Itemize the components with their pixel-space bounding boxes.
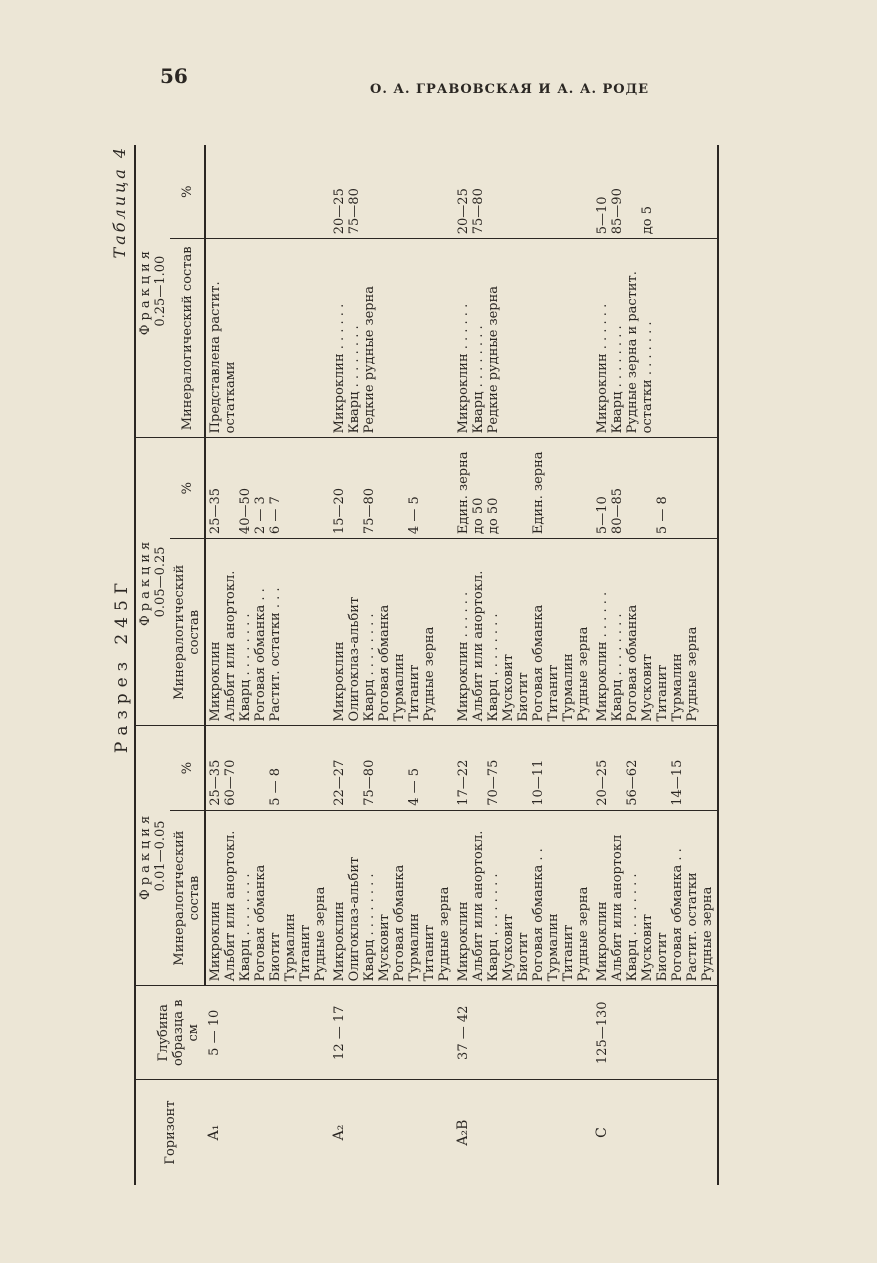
mineral-name: Рудные зерна	[422, 626, 437, 722]
percent-value	[685, 730, 700, 805]
percent-value	[347, 442, 362, 534]
mineral-name: Редкие рудные зерна	[362, 285, 377, 434]
percent-value: 2 — 3	[253, 496, 268, 535]
cell-horizon: A₂	[331, 1124, 347, 1141]
cell-f1-minerals	[205, 810, 330, 986]
percent-value	[625, 149, 640, 234]
mineral-name: Кварц . . . . . . . .	[362, 873, 377, 982]
mineral-name: Роговая обманка . .	[531, 848, 546, 982]
cell-f2-percent	[205, 438, 330, 539]
cell-f3-percent	[454, 145, 593, 239]
mineral-name: Микроклин . . . . . .	[456, 591, 471, 722]
cell-f2-minerals	[593, 539, 718, 726]
percent-value	[362, 149, 377, 234]
header-fraction-2	[135, 438, 170, 726]
mineral-name: Биотит	[516, 932, 531, 982]
mineral-name: Биотит	[516, 672, 531, 722]
cell-depth: 12 — 17	[330, 986, 454, 1080]
percent-value	[471, 730, 486, 805]
mineral-name: Роговая обманка . .	[253, 588, 268, 722]
percent-value	[377, 442, 392, 534]
fraction-2-title: Фракция	[138, 537, 153, 626]
percent-value	[516, 730, 531, 805]
table-label: Таблица 4	[110, 145, 129, 259]
cell-f1-percent	[205, 726, 330, 810]
percent-value: 6 — 7	[268, 496, 283, 535]
cell-horizon: C	[593, 1080, 718, 1185]
percent-value: 20—25	[595, 759, 610, 806]
percent-value: 85—90	[610, 188, 625, 235]
mineral-name: Микроклин	[456, 901, 471, 982]
percent-value	[208, 149, 223, 234]
percent-value: 75—80	[471, 188, 486, 235]
percent-value: Един. зерна	[456, 451, 471, 535]
percent-value	[223, 442, 238, 534]
header-f2-percent: %	[170, 438, 205, 539]
cell-f2-percent	[593, 438, 718, 539]
percent-value: 5—10	[595, 196, 610, 235]
mineral-name: Кварц . . . . . . . .	[625, 873, 640, 982]
mineral-name: Представлена растит.	[208, 281, 223, 434]
percent-value: 5 — 8	[268, 767, 283, 806]
mineral-name: Рудные зерна	[437, 886, 452, 982]
percent-value	[347, 730, 362, 805]
table-row	[454, 145, 593, 1185]
mineral-name: Микроклин . . . . . .	[456, 303, 471, 434]
fraction-3-title: Фракция	[138, 247, 153, 336]
cell-f1-percent	[454, 726, 593, 810]
cell-f1-minerals	[330, 810, 454, 986]
mineral-name: Микроклин . . . . . .	[595, 591, 610, 722]
table-row	[330, 145, 454, 1185]
mineral-name: Микроклин	[595, 901, 610, 982]
mineral-name: Кварц . . . . . . . .	[610, 325, 625, 434]
cell-depth: 37 — 42	[454, 986, 593, 1080]
mineral-name: Олигоклаз-альбит	[347, 596, 362, 722]
cell-f2-percent	[454, 438, 593, 539]
mineral-name: Титанит	[422, 924, 437, 982]
mineral-name: Кварц . . . . . . . .	[486, 613, 501, 722]
header-f1-percent: %	[170, 726, 205, 810]
mineral-name: Рудные зерна	[700, 886, 715, 982]
percent-value	[253, 730, 268, 805]
cell-f3-percent	[593, 145, 718, 239]
percent-value	[640, 442, 655, 534]
percent-value	[685, 442, 700, 534]
mineral-name: Кварц . . . . . . . .	[610, 613, 625, 722]
percent-value	[546, 730, 561, 805]
mineral-name: Роговая обманка	[625, 604, 640, 722]
mineral-name: Титанит	[407, 664, 422, 722]
percent-value: 22—27	[332, 759, 347, 806]
mineral-name: Кварц . . . . . . . .	[471, 325, 486, 434]
mineral-name: Рудные зерна	[313, 886, 328, 982]
percent-value	[422, 442, 437, 534]
percent-value	[313, 730, 328, 805]
running-head: О. А. ГРАВОВСКАЯ И А. А. РОДЕ	[370, 82, 650, 97]
percent-value: 60—70	[223, 759, 238, 806]
percent-value	[392, 442, 407, 534]
percent-value	[700, 730, 715, 805]
mineral-name: остатками	[223, 361, 238, 434]
cell-f3-minerals	[593, 239, 718, 438]
cell-f1-percent	[593, 726, 718, 810]
cell-f2-minerals	[205, 539, 330, 726]
mineral-name: Кварц . . . . . . . .	[347, 325, 362, 434]
mineral-name: Микроклин	[332, 901, 347, 982]
cell-f2-minerals	[330, 539, 454, 726]
mineral-name: Турмалин	[407, 913, 422, 982]
percent-value	[437, 730, 452, 805]
cell-f3-minerals	[205, 239, 330, 438]
mineral-name: Кварц . . . . . . . .	[238, 613, 253, 722]
mineral-name: Роговая обманка	[531, 604, 546, 722]
mineral-name: Титанит	[655, 664, 670, 722]
percent-value: 20—25	[456, 188, 471, 235]
cell-f1-minerals	[593, 810, 718, 986]
percent-value: Един. зерна	[531, 451, 546, 535]
mineral-name: Микроклин	[332, 641, 347, 722]
percent-value	[670, 442, 685, 534]
cell-depth: 125—130	[593, 986, 718, 1080]
cell-f1-percent	[330, 726, 454, 810]
cell-f3-percent	[205, 145, 330, 239]
mineral-name: Редкие рудные зерна	[486, 285, 501, 434]
header-depth	[135, 986, 205, 1080]
mineral-name: Турмалин	[670, 653, 685, 722]
mineral-name: Альбит или анортокл.	[471, 830, 486, 982]
percent-value: 25—35	[208, 487, 223, 535]
mineral-name: Альбит или анортокл.	[223, 570, 238, 722]
percent-value	[422, 730, 437, 805]
percent-value: 4 — 5	[407, 496, 422, 535]
mineral-name: Мусковит	[501, 914, 516, 982]
mineral-name: Растит. остатки . . .	[268, 587, 283, 722]
cell-f3-minerals	[454, 239, 593, 438]
percent-value: 4 — 5	[407, 767, 422, 806]
percent-value	[576, 730, 591, 805]
cell-depth: 5 — 10	[205, 986, 330, 1080]
percent-value: 75—80	[347, 188, 362, 235]
mineral-name: Мусковит	[377, 914, 392, 982]
percent-value	[576, 442, 591, 534]
percent-value: 5—10	[595, 496, 610, 535]
percent-value	[610, 730, 625, 805]
header-depth-line2: образца в см	[170, 999, 201, 1066]
percent-value	[298, 730, 313, 805]
percent-value	[640, 730, 655, 805]
percent-value: 40—50	[238, 487, 253, 535]
fraction-3-range: 0.25—1.00	[153, 255, 168, 327]
percent-value: 70—75	[486, 759, 501, 806]
cell-f1-minerals	[454, 810, 593, 986]
mineral-name: Титанит	[546, 664, 561, 722]
rotated-table-block	[100, 145, 780, 1185]
table-row	[205, 145, 330, 1185]
percent-value: 75—80	[362, 759, 377, 806]
mineral-name: Мусковит	[501, 654, 516, 722]
percent-value	[655, 730, 670, 805]
mineral-composition-table	[134, 145, 719, 1185]
percent-value	[238, 730, 253, 805]
cell-f3-percent	[330, 145, 454, 239]
percent-value	[516, 442, 531, 534]
percent-value: 56—62	[625, 759, 640, 806]
mineral-name: Титанит	[561, 924, 576, 982]
cell-f3-minerals	[330, 239, 454, 438]
percent-value: 75—80	[362, 487, 377, 535]
mineral-name: Рудные зерна и растит.	[625, 271, 640, 434]
percent-value: 20—25	[332, 188, 347, 235]
mineral-name: остатки . . . . . . .	[640, 321, 655, 434]
cell-horizon: A₁	[206, 1124, 222, 1141]
section-title: Разрез 245Г	[112, 576, 132, 754]
cell-f2-percent	[330, 438, 454, 539]
header-f3-composition: Минералогический состав	[170, 239, 205, 438]
percent-value: 80—85	[610, 487, 625, 535]
mineral-name: Рудные зерна	[576, 886, 591, 982]
percent-value: 15—20	[332, 487, 347, 535]
header-f1-composition: Минералогический состав	[170, 810, 205, 986]
percent-value	[392, 730, 407, 805]
percent-value: 10—11	[531, 759, 546, 806]
mineral-name: Альбит или анортокл	[610, 834, 625, 982]
mineral-name: Турмалин	[546, 913, 561, 982]
percent-value	[546, 442, 561, 534]
header-fraction-1	[135, 726, 170, 986]
percent-value	[377, 730, 392, 805]
fraction-1-title: Фракция	[138, 811, 153, 901]
mineral-name: Роговая обманка	[253, 864, 268, 982]
fraction-2-range: 0.05—0.25	[153, 546, 168, 618]
percent-value: 5 — 8	[655, 496, 670, 535]
fraction-1-range: 0.01—0.05	[153, 820, 168, 892]
percent-value	[486, 149, 501, 234]
mineral-name: Турмалин	[561, 653, 576, 722]
cell-f2-minerals	[454, 539, 593, 726]
header-depth-line1: Глубина	[155, 1004, 171, 1062]
percent-value: до 50	[471, 497, 486, 535]
mineral-name: Турмалин	[283, 913, 298, 982]
mineral-name: Микроклин . . . . . .	[332, 303, 347, 434]
mineral-name: Кварц . . . . . . . .	[486, 873, 501, 982]
percent-value: 25—35	[208, 759, 223, 806]
mineral-name: Рудные зерна	[685, 626, 700, 722]
cell-horizon: A₂B	[455, 1119, 471, 1146]
mineral-name: Роговая обманка	[392, 864, 407, 982]
header-f3-percent: %	[170, 145, 205, 239]
mineral-name: Кварц . . . . . . . .	[362, 613, 377, 722]
mineral-name: Кварц . . . . . . . .	[238, 873, 253, 982]
mineral-name: Олигоклаз-альбит	[347, 856, 362, 982]
percent-value	[223, 149, 238, 234]
mineral-name: Растит. остатки	[685, 872, 700, 982]
mineral-name: Роговая обманка . .	[670, 848, 685, 982]
header-horizon: Горизонт	[135, 1080, 205, 1185]
mineral-name: Титанит	[298, 924, 313, 982]
percent-value: 17—22	[456, 759, 471, 806]
mineral-name: Микроклин	[208, 641, 223, 722]
percent-value	[561, 442, 576, 534]
percent-value: 14—15	[670, 759, 685, 806]
percent-value	[501, 442, 516, 534]
mineral-name: Биотит	[268, 932, 283, 982]
percent-value	[561, 730, 576, 805]
percent-value	[283, 730, 298, 805]
mineral-name: Микроклин	[208, 901, 223, 982]
header-fraction-3	[135, 145, 170, 438]
mineral-name: Турмалин	[392, 653, 407, 722]
mineral-name: Биотит	[655, 932, 670, 982]
percent-value	[501, 730, 516, 805]
mineral-name: Альбит или анортокл.	[223, 830, 238, 982]
header-f2-composition: Минералогический состав	[170, 539, 205, 726]
mineral-name: Микроклин . . . . . .	[595, 303, 610, 434]
mineral-name: Рудные зерна	[576, 626, 591, 722]
mineral-name: Роговая обманка	[377, 604, 392, 722]
mineral-name: Мусковит	[640, 914, 655, 982]
table-row	[593, 145, 718, 1185]
percent-value: до 5	[640, 206, 655, 235]
table-body	[205, 145, 718, 1185]
mineral-name: Мусковит	[640, 654, 655, 722]
table-header	[135, 145, 205, 1185]
mineral-name: Альбит или анортокл.	[471, 570, 486, 722]
page-number: 56	[160, 64, 188, 88]
percent-value	[625, 442, 640, 534]
percent-value: до 50	[486, 497, 501, 535]
